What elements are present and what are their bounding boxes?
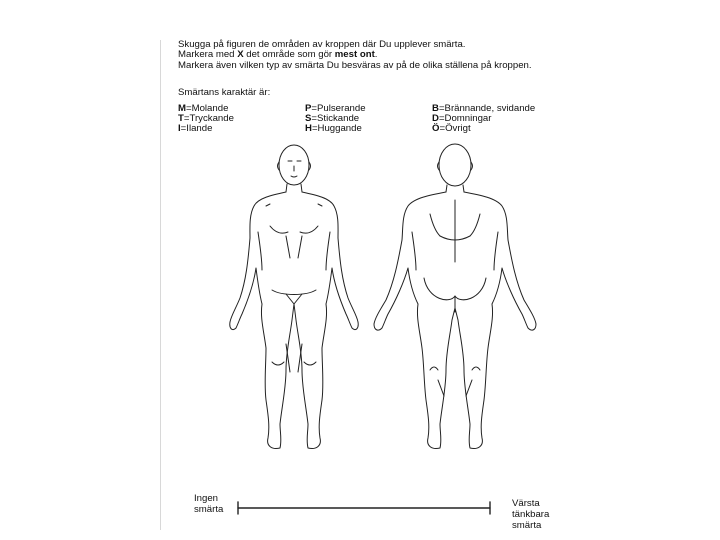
- pain-character-heading: Smärtans karaktär är:: [178, 87, 271, 98]
- instruction-most-pain: mest ont: [334, 49, 375, 61]
- pain-type-label: =Domningar: [438, 112, 492, 124]
- instruction-line-3: Markera även vilken typ av smärta Du besväras av på de olika ställena på kroppen.: [178, 59, 532, 71]
- pain-type-code: I: [178, 122, 181, 134]
- pain-type-label: =Molande: [186, 103, 229, 114]
- pain-type-code: T: [178, 112, 184, 124]
- instruction-line-2-pre: Markera med: [178, 49, 238, 61]
- pain-type-code: D: [432, 112, 439, 124]
- pain-type-code: Ö: [432, 122, 440, 134]
- pain-type-label: =Övrigt: [439, 122, 471, 134]
- pain-type-label: =Tryckande: [183, 112, 234, 124]
- scale-right-line-1: Värsta: [512, 498, 540, 509]
- pain-type-label: =Brännande, svidande: [438, 103, 536, 114]
- scale-left-label: [194, 493, 223, 515]
- scale-left-line-2: smärta: [194, 504, 224, 515]
- instruction-line-2-mid: det område som gör: [243, 49, 335, 61]
- scale-right-label: [512, 498, 549, 531]
- instruction-line-1: Skugga på figuren de områden av kroppen där Du upplever smärta.: [178, 39, 466, 50]
- scale-right-line-3: smärta: [512, 520, 542, 531]
- pain-type-code: B: [432, 103, 439, 114]
- back-body-figure[interactable]: [374, 144, 536, 449]
- pain-type-code: H: [305, 122, 312, 134]
- scale-right-line-2: tänkbara: [512, 509, 550, 520]
- pain-type-code: M: [178, 103, 186, 114]
- pain-type-label: =Pulserande: [311, 103, 366, 114]
- pain-type-code: P: [305, 103, 312, 114]
- front-body-figure[interactable]: [230, 145, 358, 449]
- instruction-line-2-end: .: [374, 49, 378, 61]
- pain-type-label: =Huggande: [311, 122, 362, 134]
- pain-type-label: =Ilande: [180, 122, 213, 134]
- pain-scale-line[interactable]: [238, 502, 490, 514]
- pain-type-code: S: [305, 112, 312, 124]
- instruction-mark-x: X: [237, 49, 244, 61]
- scale-left-line-1: Ingen: [194, 493, 219, 504]
- pain-type-label: =Stickande: [311, 112, 360, 124]
